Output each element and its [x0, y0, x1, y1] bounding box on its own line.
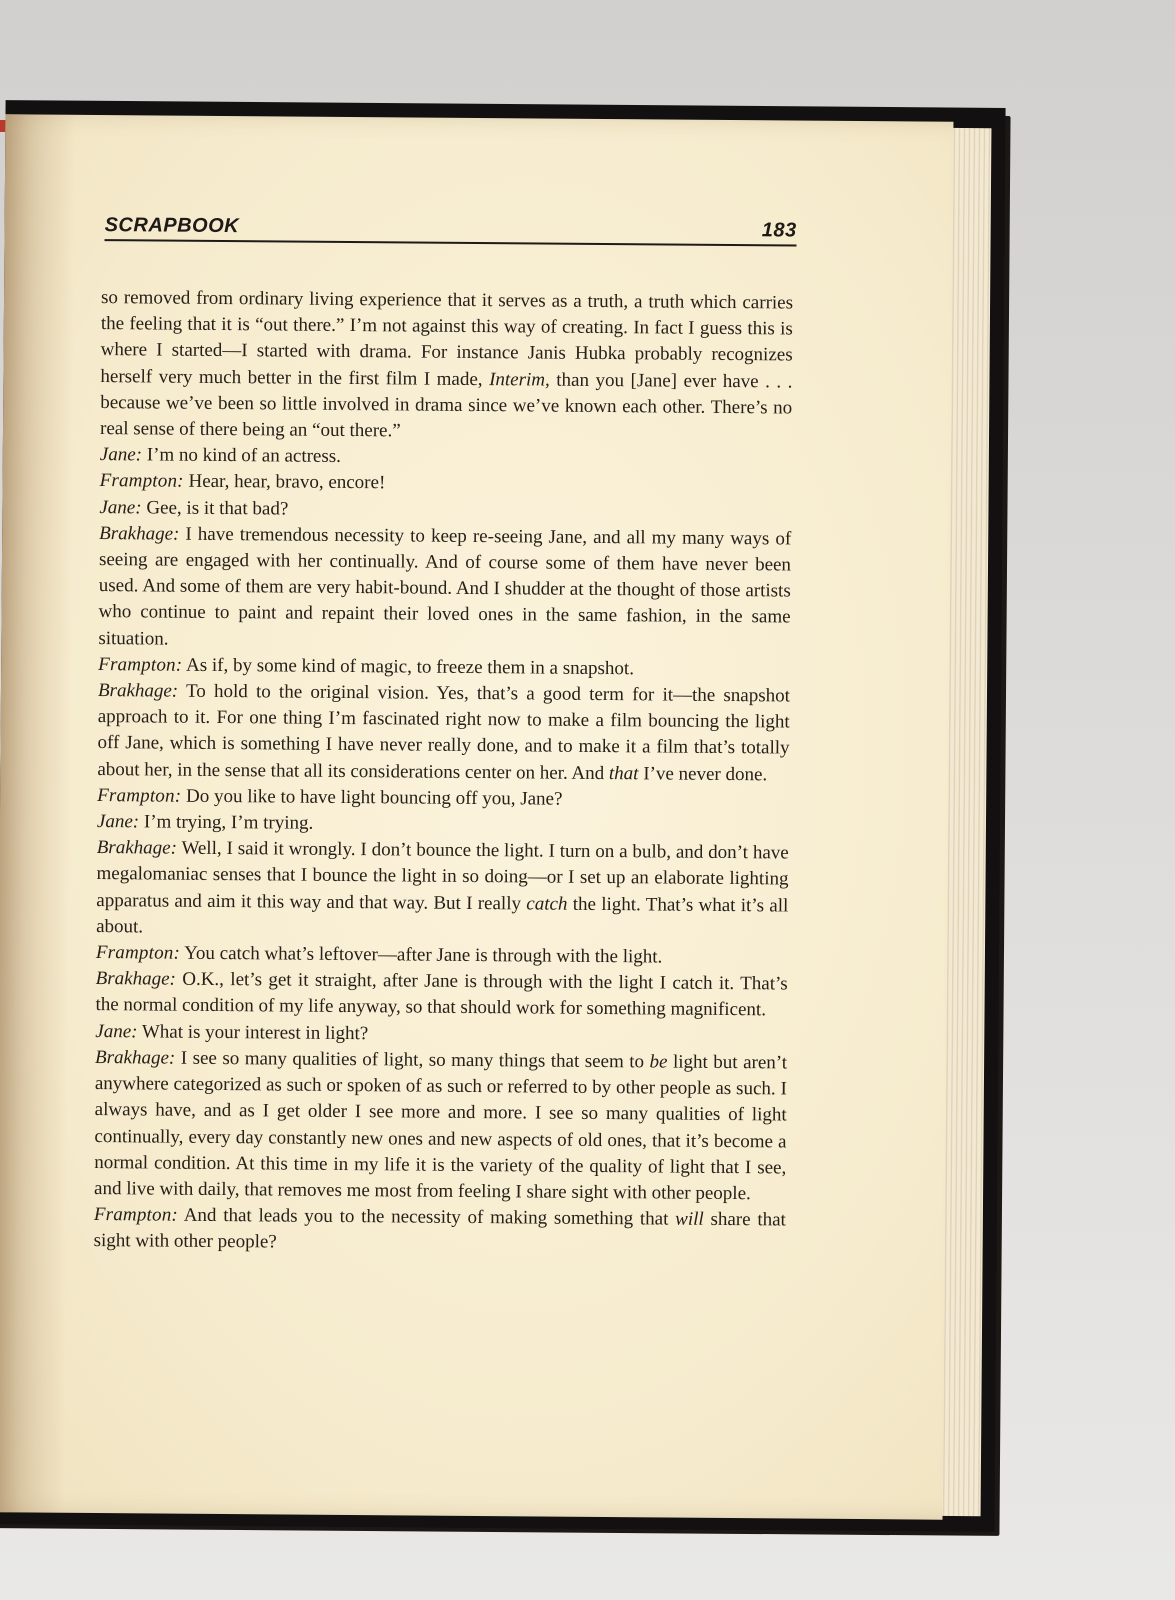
dialogue-text: I see so many qualities of light, so many things that seem to — [175, 1047, 650, 1073]
page-gutter — [0, 114, 76, 1513]
speaker-label: Brakhage: — [99, 522, 180, 545]
paragraph-text: than you [Jane] ever have . . . because we’ve been so little involved in drama since we’ve known each other. There’s no real sense of there being an “out there.” — [99, 369, 793, 442]
speaker-label: Jane: — [95, 1020, 138, 1043]
book-page — [0, 114, 953, 1519]
dialogue-line — [94, 1045, 787, 1208]
dialogue-text: As if, by some kind of magic, to freeze them in a snapshot. — [182, 654, 635, 680]
dialogue-line — [97, 678, 790, 788]
dialogue-line — [94, 1202, 786, 1260]
running-head-title: SCRAPBOOK — [104, 214, 240, 238]
film-title: Interim, — [489, 368, 550, 391]
dialogue-text: I’ve never done. — [638, 762, 768, 785]
speaker-label: Frampton: — [99, 470, 184, 493]
speaker-label: Jane: — [99, 444, 143, 466]
paragraph-intro — [100, 285, 793, 448]
page-body — [94, 285, 794, 1260]
speaker-label: Frampton: — [97, 784, 182, 807]
dialogue-text: Do you like to have light bouncing off you, Jane? — [181, 785, 563, 810]
paragraph-text: so removed from ordinary living experience that it serves as a truth, a truth which carries the feeling that it is “out there.” I’m not against this way of creating. In fact I guess this is where I started—I started with drama. For instance Janis Hubka probably recognizes herself very much better in the first film I made, — [100, 287, 794, 390]
emphasis-text: catch — [526, 893, 568, 915]
dialogue-text: O.K., let’s get it straight, after Jane is through with the light I catch it. That’s the normal condition of my life anyway, so that should work for something magnificent. — [95, 968, 788, 1021]
dialogue-line — [98, 521, 791, 657]
dialogue-text: Hear, hear, bravo, encore! — [183, 471, 386, 494]
emphasis-text: will — [675, 1208, 704, 1230]
dialogue-text: I have tremendous necessity to keep re-seeing Jane, and all my many ways of seeing are engaged with her continually. And of course some of them have never been used. And some of them are very habit-bound. And I shudder at the thought of those artists who continue to paint and repaint their loved ones in the same fashion, in the same situation. — [98, 523, 792, 650]
page-number: 183 — [761, 219, 797, 242]
dialogue-line — [96, 835, 789, 945]
dialogue-text: Well, I said it wrongly. I don’t bounce the light. I turn on a bulb, and don’t have megalomaniac senses that I bounce the light in so doing—or I set up an elaborate lighting apparatus and aim it this way and that way. But I really — [96, 837, 789, 915]
speaker-label: Jane: — [99, 496, 142, 519]
speaker-label: Frampton: — [93, 1204, 179, 1226]
speaker-label: Brakhage: — [97, 680, 179, 702]
dialogue-text: the light. That’s what it’s all about. — [96, 893, 789, 938]
dialogue-text: What is your interest in light? — [137, 1021, 369, 1044]
dialogue-line — [95, 966, 787, 1024]
emphasis-text: be — [649, 1051, 668, 1073]
speaker-label: Frampton: — [98, 653, 183, 676]
emphasis-text: that — [608, 762, 639, 784]
dialogue-text: To hold to the original vision. Yes, that’s a good term for it—the snapshot approach to it. For one thing I’m fascinated right now to make a film bouncing the light off Jane, which is something I have never really done, and to make it a film that’s totally about her, in the sense that all its considerations center on her. And — [97, 680, 791, 784]
dialogue-text: I’m no kind of an actress. — [141, 444, 342, 468]
dialogue-text: And that leads you to the necessity of making something that — [177, 1204, 676, 1230]
dialogue-text: You catch what’s leftover—after Jane is through with the light. — [179, 942, 663, 968]
speaker-label: Brakhage: — [95, 968, 177, 990]
dialogue-text: share that sight with other people? — [93, 1208, 786, 1253]
running-head — [105, 213, 797, 246]
dialogue-text: Gee, is it that bad? — [141, 497, 289, 520]
speaker-label: Jane: — [96, 811, 140, 833]
dialogue-text: I’m trying, I’m trying. — [139, 811, 314, 834]
speaker-label: Brakhage: — [96, 837, 178, 859]
dialogue-text: light but aren’t anywhere categorized as such or spoken of as such or referred to by other people as such. I always have, and as I get older I see more and more. I see so many qualities of light continually, every day constantly new ones and new aspects of old ones, that it’s become a normal condition. At this time in my life it is the variety of the quality of light that I see, and live with daily, that removes me most from feeling I share sight with other people. — [93, 1051, 788, 1205]
speaker-label: Frampton: — [95, 942, 181, 964]
speaker-label: Brakhage: — [95, 1046, 176, 1069]
